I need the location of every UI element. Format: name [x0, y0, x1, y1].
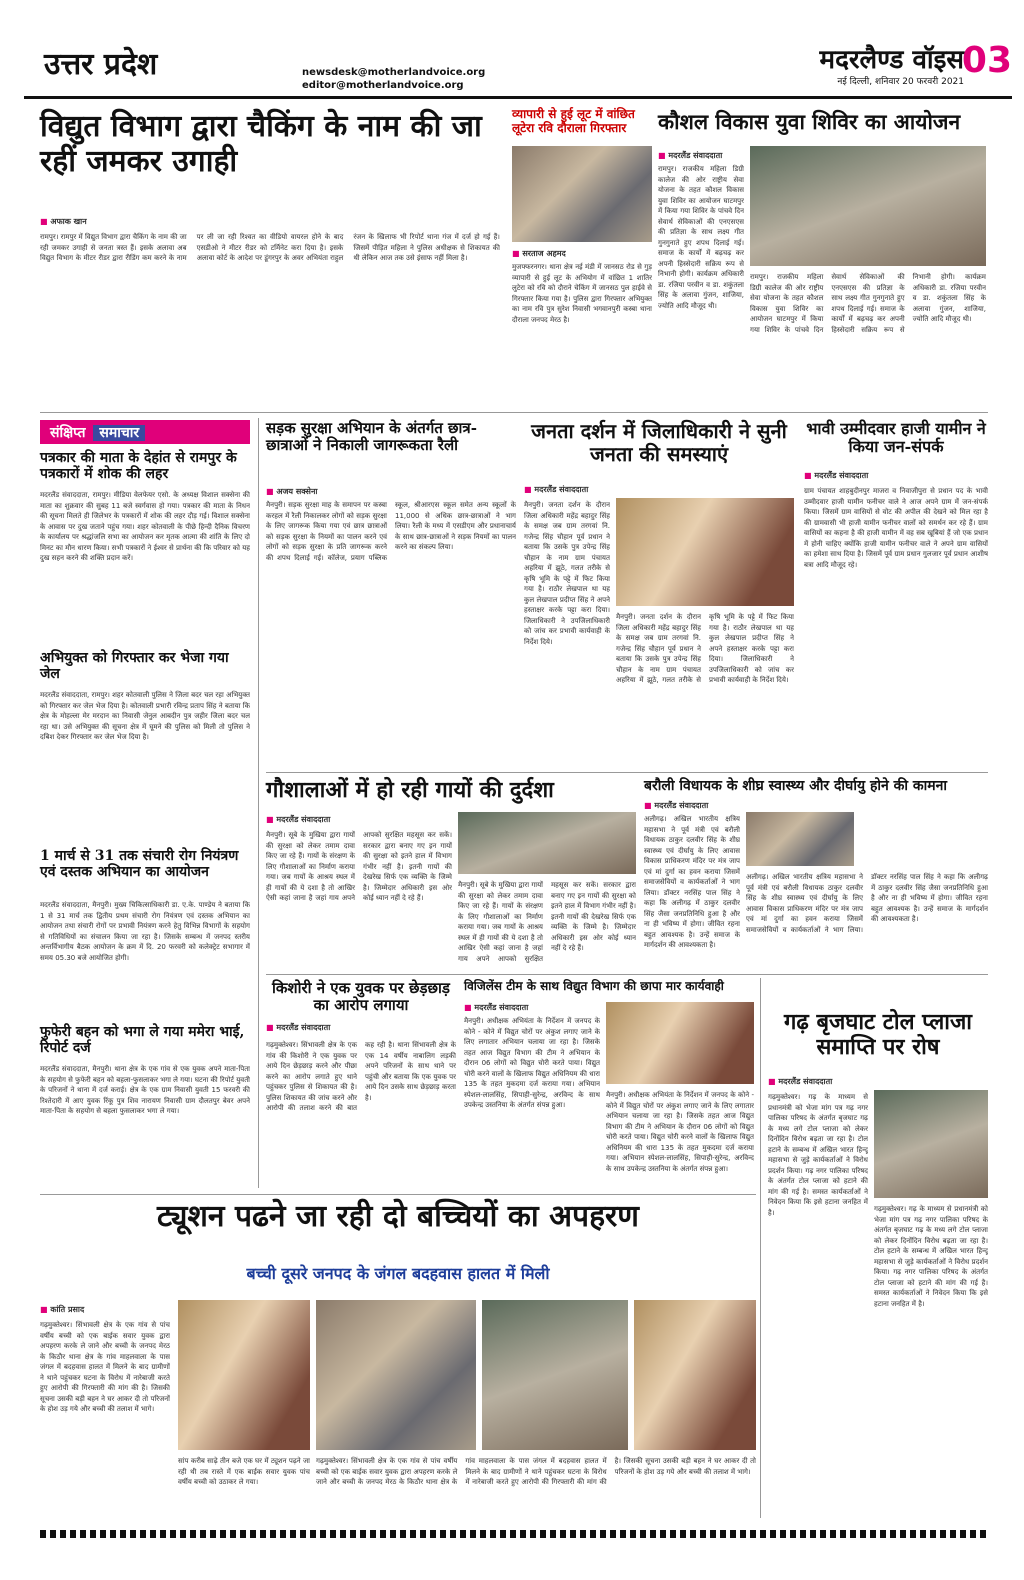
article-electricity-body: रामपुर। रामपुर में विद्युत विभाग द्वारा चैकिंग के नाम की जा रही जमकर उगाही से जनता त्रस्त हैं। इसके अलावा अब विद्युत विभाग के मीटर रीडर द्वारा रीडिंग कम करने के नाम पर ली जा रही रिश्वत का वीडियो वायरल होने के बाद एसडीओ ने मीटर रीडर को टर्मिनेट करा दिया है। इसके अलावा कोर्ट के आदेश पर डूंगरपुर के अवर अभियंता राहुल रंजन के खिलाफ भी रिपोर्ट थाना गंज में दर्ज हो गई हैं। जिसमें पीड़ित महिला ने पुलिस अधीक्षक से शिकायत की थी लेकिन आज तक उसे इंसाफ नहीं मिला है। [40, 233, 500, 262]
article-vigilance-photo [606, 1002, 754, 1084]
article-candidate-headline: भावी उम्मीदवार हाजी यामीन ने किया जन-संपर्क [806, 419, 986, 457]
article-loot-photo [512, 146, 652, 242]
article-toll-plaza-body: गढ़मुक्तेश्वर। गढ़ के माध्यम से प्रधानमंत्री को भेजा मांग पत्र गढ़ नगर पालिका परिषद के अंतर्गत बृजघाट गढ़ के मध्य लगे टोल प्लाजा को लेकर दिनोंदिन विरोध बढ़ता जा रहा है। टोल हटाने के सम्बन्ध में अखिल भारत हिन्दू महासभा से जुड़े कार्यकर्ताओं ने विरोध प्रदर्शन किया। गढ़ नगर पालिका परिषद के अंतर्गत टोल प्लाजा को हटाने की मांग की गई है। समस्त कार्यकर्ताओं ने निवेदन किया कि इसे हटाना जनहित में है। [768, 1093, 868, 1217]
email-newsdesk[interactable]: newsdesk@motherlandvoice.org [302, 67, 486, 78]
divider-mid2 [266, 974, 988, 975]
article-vigilance-byline: ■ मदरलैंड संवाददाता [464, 1002, 528, 1013]
article-skill-camp-body: रामपुर। राजकीय महिला डिग्री कालेज की ओर राष्ट्रीय सेवा योजना के तहत कौशल विकास युवा शिविर का आयोजन घाटमपुर में किया गया शिविर के पांचवे दिन सेवार्थ सेविकाओं की एनएसएस की प्रतिज्ञा के साथ लक्ष्य गीत गुनगुनाते हुए शपथ दिलाई गई। समाज के कार्यों में बढ़चढ़ कर अपनी हिस्सेदारी सक्रिय रूप से निभानी होगी। कार्यक्रम अधिकारी डा. रजिया परवीन व डा. शकुंतला सिंह के अलावा गुंजन, शाजिया, ज्योति आदि मौजूद थी। [658, 165, 744, 310]
article-kidnap-photo-3 [482, 1300, 628, 1450]
brand-name: मदरलैण्ड वॉइस [819, 45, 964, 75]
article-gaushala-body: मैनपुरी। सूबे के मुखिया द्वारा गायों की सुरक्षा को लेकर तमाम दावा किए जा रहे हैं। गायों के संरक्षण के लिए गौशालाओं का निर्माण कराया गया। जब गायों के आश्रय स्थल में ही गायों की ये दशा है तो आखिर ऐसी कहां जाना है जहां गाय अपने आपको सुरक्षित महसूस कर सकें। सरकार द्वारा बनाए गए इन गायों की सुरक्षा को इतने हाल में विभाग गंभीर नहीं है। इतनी गायों की देखरेख सिर्फ एक व्यक्ति के जिम्मे है। जिम्मेदार अधिकारी इस ओर कोई ध्यान नहीं दे रहे हैं। [266, 831, 452, 902]
article-loot-body: मुजफ्फरनगर। थाना क्षेत्र नई मंडी में जानसठ रोड से गुड़ व्यापारी से हुई लूट के अभियोग में वांछित 1 शातिर लुटेरा को रवि को दौराने चेकिंग में जानसठ पुल हाईवे से गिरफ्तार किया गया है। पुलिस द्वारा गिरफ्तार अभियुक्त का नाम रवि पुत्र सुरेश निवासी भगवानपुरी कस्बा थाना दौराला जनपद मेरठ है। [512, 263, 652, 324]
article-janta-darshan-body: मैनपुरी। जनता दर्शन के दौरान जिला अधिकारी महेंद्र बहादुर सिंह के समक्ष जब ग्राम तरगवां नि. गजेन्द्र सिंह चौहान पूर्व प्रधान ने बताया कि उसके पुत्र उपेन्द्र सिंह चौहान के नाम ग्राम पंचायत अहरिया में झूठे, गलत तरीके से कृषि भूमि के पट्टे में फिट किया गया है। राठौर लेखपाल था यह कुल लेखपाल प्रदीप्त सिंह ने अपने हस्ताक्षर करके पट्टा करा दिया। जिलाधिकारी ने उपजिलाधिकारी को जांच कर प्रभावी कार्यवाही के निर्देश दिये। [524, 501, 610, 646]
article-kidnap-photo-1 [178, 1300, 310, 1450]
article-janta-darshan-headline: जनता दर्शन में जिलाधिकारी ने सुनी जनता की समस्याएं [531, 419, 787, 466]
article-janta-darshan-body-lower: मैनपुरी। जनता दर्शन के दौरान जिला अधिकारी महेंद्र बहादुर सिंह के समक्ष जब ग्राम तरगवां नि. गजेन्द्र सिंह चौहान पूर्व प्रधान ने बताया कि उसके पुत्र उपेन्द्र सिंह चौहान के नाम ग्राम पंचायत अहरिया में झूठे, गलत तरीके से कृषि भूमि के पट्टे में फिट किया गया है। राठौर लेखपाल था यह कुल लेखपाल प्रदीप्त सिंह ने अपने हस्ताक्षर करके पट्टा करा दिया। जिलाधिकारी ने उपजिलाधिकारी को जांच कर प्रभावी कार्यवाही के निर्देश दिये। [616, 613, 794, 684]
brief-arrest-headline: अभियुक्त को गिरफ्तार कर भेजा गया जेल [40, 650, 229, 683]
article-candidate-body: ग्राम पंचायत शाहबुदीनपुर माजरा व निवाजीपुरा से प्रधान पद के भावी उम्मीदवार हाजी यामीन फनीचर वाले ने आज अपने ग्राम में जन-संपर्क किया। जिसमें ग्राम वासियों से वोट की अपील की देखने को मिल रहा है की ग्रामवासी भी हाजी यामीन फनीचर वालों को समर्थन कर रहे हैं। ग्राम वासियों का कहना है की हाजी यामीन में वह सब खूबियां हैं जो एक प्रधान में होनी चाहिए क्योंकि हाजी यामीन फनीचर वाले ने अपने ग्राम वासियों का हमेशा साथ दिया है। जिसमें पूर्व ग्राम प्रधान गुलजार पूर्व प्रधान आशीष बत्रा आदि मौजूद रहे। [804, 487, 988, 569]
article-toll-plaza-headline: गढ़ बृजघाट टोल प्लाजा समाप्ति पर रोष [784, 1009, 972, 1061]
article-kidnap-photo-2 [316, 1300, 476, 1450]
article-electricity-byline: ■ अफाक खान [40, 216, 87, 227]
article-janta-darshan-photo [616, 498, 794, 606]
brief-journalist-body: मदरलैंड संवाददाता, रामपुर। मीडिया वेलफेयर एसो. के अध्यक्ष विशाल सक्सेना की माता का शुक्रवार की सुबह 11 बजे स्वर्गवास हो गया। पत्रकार की माता के निधन की सूचना मिलते ही जिलेभर के पत्रकारों में शोक की लहर दौड़ गई। विशाल सक्सेना के आवास पर दुख जताने पहुंच गया। शहर कोतवाली के पीछे हिन्दी दैनिक विचरण के कार्यालय पर श्रद्धांजलि सभा का आयोजन कर मृतक आत्मा की शांति के लिए दो मिनट का मौन धारण किया। सभी पत्रकारों ने ईश्वर से प्रार्थना की कि परिवार को यह दुख सहन करने की शक्ति प्रदान करें। [40, 491, 250, 562]
article-janta-darshan-byline: ■ मदरलैंड संवाददाता [524, 484, 588, 495]
article-road-safety-body: मैनपुरी। सड़क सुरक्षा माह के समापन पर कस्बा करहल में रैली निकालकर लोगों को सड़क सुरक्षा के लिए जागरूक किया गया एवं छात्र छात्राओं को सड़क सुरक्षा के नियमों का पालन करने एवं लोगों को सड़क सुरक्षा के प्रति जागरूक करने की शपथ दिलाई गई। कॉलेज, प्रयाग पब्लिक स्कूल, श्रीआरएस स्कूल समेत अन्य स्कूलों के 11,000 से अधिक छात्र-छात्राओं ने भाग लिया। रैली के मध्य में एसडीएम और प्रधानाचार्य के साथ छात्र-छात्राओं ने सड़क नियमों का पालन करने का संकल्प लिया। [266, 501, 516, 562]
article-mla-byline: ■ मदरलैंड संवाददाता [644, 800, 708, 811]
article-gaushala-body-lower: मैनपुरी। सूबे के मुखिया द्वारा गायों की सुरक्षा को लेकर तमाम दावा किए जा रहे हैं। गायों के संरक्षण के लिए गौशालाओं का निर्माण कराया गया। जब गायों के आश्रय स्थल में ही गायों की ये दशा है तो आखिर ऐसी कहां जाना है जहां गाय अपने आपको सुरक्षित महसूस कर सकें। सरकार द्वारा बनाए गए इन गायों की सुरक्षा को इतने हाल में विभाग गंभीर नहीं है। इतनी गायों की देखरेख सिर्फ एक व्यक्ति के जिम्मे है। जिम्मेदार अधिकारी इस ओर कोई ध्यान नहीं दे रहे हैं। [458, 881, 636, 963]
article-vigilance-body: मैनपुरी। अधीक्षक अभियंता के निर्देशन में जनपद के कोने - कोने में विद्युत चोरों पर अंकुश लगाए जाने के लिए लगातार अभियान चलाया जा रहा है। जिसके तहत आज विद्युत विभाग की टीम ने अभियान के दौरान 06 लोगों को विद्युत चोरी करते पाया। विद्युत चोरी करने वालों के खिलाफ विद्युत अधिनियम की धारा 135 के तहत मुकदमा दर्ज कराया गया। अभियान स्पेशल-लालसिंह, सिपाही-सुरेन्द्र, अरविन्द के साथ उपकेन्द्र उस्तनिया के अंतर्गत संपन्न हुआ। [464, 1017, 600, 1109]
article-toll-plaza-photo [874, 1090, 988, 1198]
divider-briefs [258, 418, 259, 1188]
brief-news-tag [40, 420, 250, 444]
email-editor[interactable]: editor@motherlandvoice.org [302, 80, 464, 91]
article-candidate-byline: ■ मदरलैंड संवाददाता [804, 470, 868, 481]
article-mla-photo [746, 812, 854, 866]
article-harassment-body: गढ़मुक्तेश्वर। सिंभावली क्षेत्र के एक गांव की किशोरी ने एक युवक पर आये दिन छेड़छाड़ करने और पीछा करने का आरोप लगाते हुए थाने पहुंचकर पुलिस से शिकायत की है। पुलिस शिकायत की जांच करने और आरोपी की तलाश करने की बात कह रही है। थाना सिंभावली क्षेत्र के एक 14 वर्षीय नाबालिग लड़की अपने परिजनों के साथ थाने पर पहुंची और बताया कि एक युवक पर आये दिन उसके साथ छेड़छाड़ करता है। [266, 1041, 456, 1112]
article-kidnap-body-lower: गढ़मुक्तेश्वर। सिंभावली क्षेत्र के एक गांव से पांच वर्षीय बच्ची को एक बाईक सवार युवक द्वारा अपहरण करके ले जाने और बच्ची के जनपद मेरठ के किठौर थाना क्षेत्र के गांव माहलवाला के पास जंगल में बदहवास हालत में मिलने के बाद ग्रामीणों ने थाने पहुंचकर घटना के विरोध में नारेबाजी करते हुए आरोपी की गिरफ्तारी की मांग की है। जिसकी सूचना उसकी बड़ी बहन ने घर आकर दी तो परिजनों के होश उड़ गये और बच्ची की तलाश में भागे। [316, 1457, 756, 1486]
article-mla-headline: बरौली विधायक के शीघ्र स्वास्थ्य और दीर्घायु होने की कामना [644, 778, 948, 794]
article-gaushala-photo [458, 812, 636, 874]
article-road-safety-byline: ■ अजय सक्सेना [266, 486, 317, 497]
brief-campaign-headline: 1 मार्च से 31 तक संचारी रोग नियंत्रण एवं दस्तक अभियान का आयोजन [40, 848, 239, 881]
article-mla-body: अलीगढ़। अखिल भारतीय क्षत्रिय महासभा ने पूर्व मंत्री एवं बरौली विधायक ठाकुर दलवीर सिंह के शीघ्र स्वास्थ्य एवं दीर्घायु के लिए आवास विकास प्राधिकरण मंदिर पर मंत्र जाप एवं मां दुर्गा का हवन कराया जिसमें समाजसेवियों व कार्यकर्ताओं ने भाग लिया। डॉक्टर नरसिंह पाल सिंह ने कहा कि अलीगढ़ में ठाकुर दलवीर सिंह जैसा जनप्रतिनिधि हुआ है और ना ही भविष्य में होगा। जीवित रहना बहुत आवश्यक है। उन्हें समाज के मार्गदर्शन की आवश्यकता है। [644, 815, 740, 949]
article-vigilance-headline: विजिलेंस टीम के साथ विद्युत विभाग की छापा मार कार्यवाही [464, 979, 724, 993]
article-electricity-headline: विद्युत विभाग द्वारा चैकिंग के नाम की जा रहीं जमकर उगाही [40, 109, 482, 179]
article-skill-camp-byline: ■ मदरलैंड संवाददाता [658, 150, 722, 161]
divider-mid [266, 772, 988, 773]
brief-tag-1: संक्षिप्त [50, 425, 86, 441]
divider-top [40, 412, 988, 413]
article-gaushala-byline: ■ मदरलैंड संवाददाता [266, 814, 330, 825]
article-kidnap-caption: सांप करीब साढ़े तीन बजे एक घर में ट्यूशन पढ़ने जा रही थी तब रास्ते में एक बाईक सवार युवक पांच वर्षीय बच्ची को उठाकर ले गया। [178, 1457, 310, 1486]
contact-emails [302, 66, 485, 92]
article-kidnap-subhead: बच्ची दूसरे जनपद के जंगल बदहवास हालत में मिली [246, 1264, 550, 1283]
article-toll-plaza-body-lower: गढ़मुक्तेश्वर। गढ़ के माध्यम से प्रधानमंत्री को भेजा मांग पत्र गढ़ नगर पालिका परिषद के अंतर्गत बृजघाट गढ़ के मध्य लगे टोल प्लाजा को लेकर दिनोंदिन विरोध बढ़ता जा रहा है। टोल हटाने के सम्बन्ध में अखिल भारत हिन्दू महासभा से जुड़े कार्यकर्ताओं ने विरोध प्रदर्शन किया। गढ़ नगर पालिका परिषद के अंतर्गत टोल प्लाजा को हटाने की मांग की गई है। समस्त कार्यकर्ताओं ने निवेदन किया कि इसे हटाना जनहित में है। [874, 1205, 988, 1308]
article-skill-camp-body-lower: रामपुर। राजकीय महिला डिग्री कालेज की ओर राष्ट्रीय सेवा योजना के तहत कौशल विकास युवा शिविर का आयोजन घाटमपुर में किया गया शिविर के पांचवे दिन सेवार्थ सेविकाओं की एनएसएस की प्रतिज्ञा के साथ लक्ष्य गीत गुनगुनाते हुए शपथ दिलाई गई। समाज के कार्यों में बढ़चढ़ कर अपनी हिस्सेदारी सक्रिय रूप से निभानी होगी। कार्यक्रम अधिकारी डा. रजिया परवीन व डा. शकुंतला सिंह के अलावा गुंजन, शाजिया, ज्योति आदि मौजूद थी। [750, 273, 986, 334]
article-skill-camp-photo [750, 146, 986, 266]
article-toll-plaza-byline: ■ मदरलैंड संवाददाता [768, 1076, 832, 1087]
brief-arrest-body: मदरलैंड संवाददाता, रामपुर। शहर कोतवाली पुलिस ने जिला बदर चल रहा अभियुक्त को गिरफ्तार कर जेल भेज दिया है। कोतवाली प्रभारी रविन्द्र प्रताप सिंह ने बताया कि क्षेत्र के मोहल्ला मेर मरदान का निवासी जेनुल आबदीन पुत्र जहीर जिला बदर चल रहा था। उसे अभियुक्त की सूचना क्षेत्र में घूमने की पुलिस को मिली तो पुलिस ने दबिश देकर गिरफ्तार कर जेल भेज दिया है। [40, 691, 250, 741]
divider-bottom [40, 1194, 756, 1195]
brief-cousin-body: मदरलैंड संवाददाता, मैनपुरी। थाना क्षेत्र के एक गांव से एक युवक अपने माता-पिता के सहयोग से फुफेरी बहन को बहला-फुसलाकर भगा ले गया। घटना की रिपोर्ट युवती के परिजनों ने थाना में दर्ज कराई। क्षेत्र के एक ग्राम निवासी युवती 15 फरवरी की रिश्तेदारी में आए युवक रिंकू पुत्र शिव नारायण निवासी ग्राम दौलतपुर बेवर अपने माता-पिता के सहयोग से बहला फुसलाकर भगा ले गया। [40, 1065, 250, 1115]
brief-tag-2: समाचार [93, 425, 145, 441]
article-road-safety-headline: सड़क सुरक्षा अभियान के अंतर्गत छात्र-छात्राओं ने निकाली जागरूकता रैली [266, 419, 477, 455]
brief-journalist-headline: पत्रकार की माता के देहांत से रामपुर के पत्रकारों में शोक की लहर [40, 450, 237, 483]
article-kidnap-byline: ■ कांति प्रसाद [40, 1304, 84, 1315]
page-number: 03 [961, 40, 1012, 81]
article-harassment-byline: ■ मदरलैंड संवाददाता [266, 1022, 330, 1033]
divider-toll [760, 978, 761, 1518]
header-rule [24, 96, 1012, 99]
article-vigilance-body-lower: मैनपुरी। अधीक्षक अभियंता के निर्देशन में जनपद के कोने - कोने में विद्युत चोरों पर अंकुश लगाए जाने के लिए लगातार अभियान चलाया जा रहा है। जिसके तहत आज विद्युत विभाग की टीम ने अभियान के दौरान 06 लोगों को विद्युत चोरी करते पाया। विद्युत चोरी करने वालों के खिलाफ विद्युत अधिनियम की धारा 135 के तहत मुकदमा दर्ज कराया गया। अभियान स्पेशल-लालसिंह, सिपाही-सुरेन्द्र, अरविन्द के साथ उपकेन्द्र उस्तनिया के अंतर्गत संपन्न हुआ। [606, 1091, 754, 1173]
article-kidnap-headline: ट्यूशन पढने जा रही दो बच्चियों का अपहरण [157, 1199, 639, 1234]
article-gaushala-headline: गौशालाओं में हो रही गायों की दुर्दशा [266, 777, 554, 803]
article-kidnap-body: गढ़मुक्तेश्वर। सिंभावली क्षेत्र के एक गांव से पांच वर्षीय बच्ची को एक बाईक सवार युवक द्वारा अपहरण करके ले जाने और बच्ची के जनपद मेरठ के किठौर थाना क्षेत्र के गांव माहलवाला के पास जंगल में बदहवास हालत में मिलने के बाद ग्रामीणों ने थाने पहुंचकर घटना के विरोध में नारेबाजी करते हुए आरोपी की गिरफ्तारी की मांग की है। जिसकी सूचना उसकी बड़ी बहन ने घर आकर दी तो परिजनों के होश उड़ गये और बच्ची की तलाश में भागे। [40, 1321, 170, 1413]
article-loot-headline: व्यापारी से हुई लूट में वांछित लूटेरा रवि दौराला गिरफ्तार [512, 107, 635, 135]
issue-date: नई दिल्ली, शनिवार 20 फरवरी 2021 [837, 77, 964, 87]
article-harassment-headline: किशोरी ने एक युवक पर छेड़छाड़ का आरोप लगाया [272, 979, 450, 1015]
brief-cousin-headline: फुफेरी बहन को भगा ले गया ममेरा भाई, रिपोर्ट दर्ज [40, 1024, 245, 1057]
color-registration-strip [40, 1530, 988, 1538]
article-kidnap-photo-4 [634, 1300, 756, 1450]
section-title: उत्तर प्रदेश [44, 47, 158, 82]
article-loot-byline: ■ सरताज अहमद [512, 248, 566, 259]
article-skill-camp-headline: कौशल विकास युवा शिविर का आयोजन [658, 109, 961, 134]
brief-campaign-body: मदरलैंड संवाददाता, मैनपुरी। मुख्य चिकित्साधिकारी डा. ए.के. पाण्डेय ने बताया कि 1 से 31 मार्च तक द्वितीय प्रथम संचारी रोग नियंत्रण एवं दस्तक अभियान का आयोजन तथा संचारी रोगों पर प्रभावी नियंत्रण करने हेतु विभिन्न विभागों के सहयोग से गतिविधियों का संचालन किया जा रहा है। जिसके सम्बन्ध में जनपद स्तरीय अन्तर्विभागीय बैठक आयोजन के क्रम में दि. 20 फरवरी को कलेक्ट्रेट सभागार में समय 05.30 बजे आयोजित होगी। [40, 901, 250, 962]
article-mla-body-lower: अलीगढ़। अखिल भारतीय क्षत्रिय महासभा ने पूर्व मंत्री एवं बरौली विधायक ठाकुर दलवीर सिंह के शीघ्र स्वास्थ्य एवं दीर्घायु के लिए आवास विकास प्राधिकरण मंदिर पर मंत्र जाप एवं मां दुर्गा का हवन कराया जिसमें समाजसेवियों व कार्यकर्ताओं ने भाग लिया। डॉक्टर नरसिंह पाल सिंह ने कहा कि अलीगढ़ में ठाकुर दलवीर सिंह जैसा जनप्रतिनिधि हुआ है और ना ही भविष्य में होगा। जीवित रहना बहुत आवश्यक है। उन्हें समाज के मार्गदर्शन की आवश्यकता है। [746, 873, 988, 934]
